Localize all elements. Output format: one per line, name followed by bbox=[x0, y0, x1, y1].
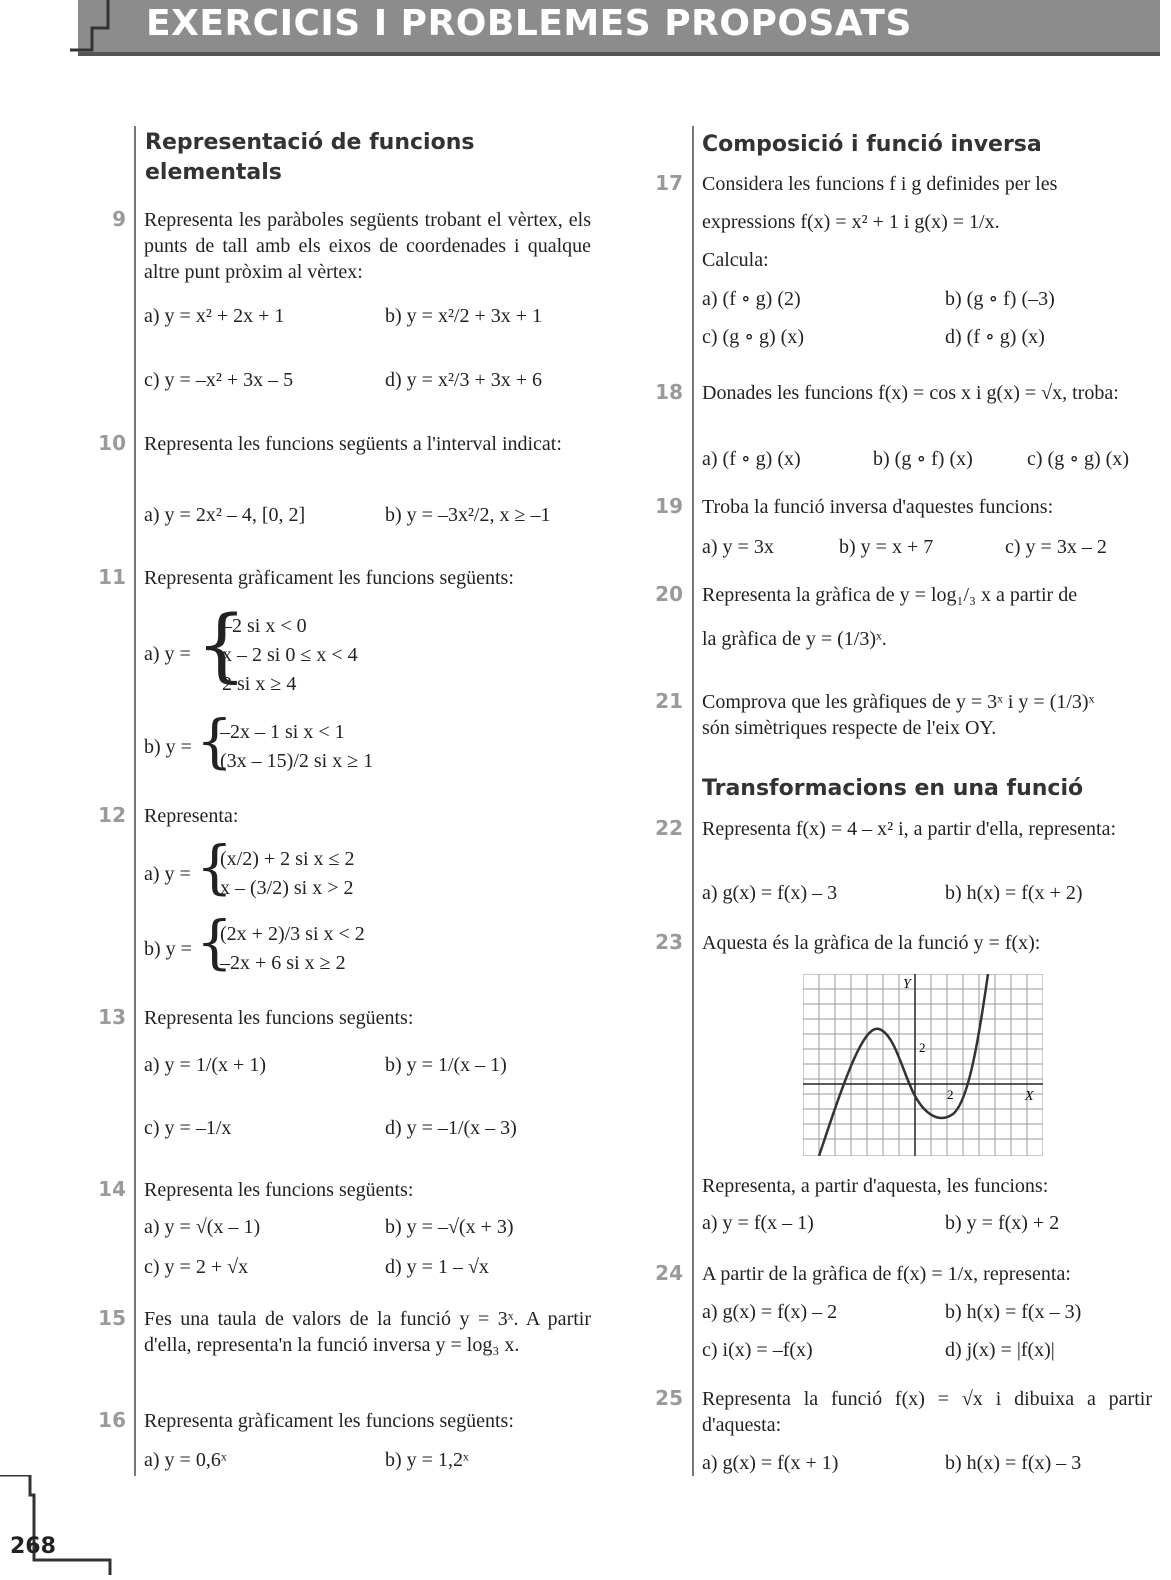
exercise-item: a) y = f(x – 1) bbox=[702, 1212, 814, 1234]
left-column-rule bbox=[134, 126, 136, 1476]
exercise-item: b) y = f(x) + 2 bbox=[945, 1212, 1060, 1234]
piecewise-row: x – (3/2) si x > 2 bbox=[220, 877, 354, 899]
exercise-item: c) y = 3x – 2 bbox=[1005, 536, 1107, 558]
exercise-number: 19 bbox=[655, 494, 683, 518]
exercise-text: Calcula: bbox=[702, 249, 769, 271]
exercise-text: Representa gràficament les funcions següents: bbox=[144, 1410, 514, 1432]
brace-icon: { bbox=[196, 598, 247, 691]
exercise-item: a) g(x) = f(x) – 3 bbox=[702, 882, 838, 904]
exercise-item: d) y = x²/3 + 3x + 6 bbox=[385, 369, 543, 391]
exercise-item: d) y = 1 – √x bbox=[385, 1256, 489, 1278]
exercise-number: 14 bbox=[98, 1177, 126, 1201]
exercise-item: a) y = bbox=[144, 643, 191, 665]
exercise-item: a) y = 0,6ˣ bbox=[144, 1449, 227, 1471]
piecewise-row: 2 si x ≥ 4 bbox=[222, 673, 297, 695]
exercise-item: a) (f ∘ g) (x) bbox=[702, 448, 801, 470]
exercise-number: 10 bbox=[98, 431, 126, 455]
exercise-item: a) y = bbox=[144, 863, 191, 885]
exercise-item: b) y = 1/(x – 1) bbox=[385, 1054, 507, 1076]
exercise-item: b) y = –√(x + 3) bbox=[385, 1216, 514, 1238]
exercise-number: 24 bbox=[655, 1261, 683, 1285]
exercise-text: Troba la funció inversa d'aquestes funcions: bbox=[702, 496, 1054, 518]
exercise-text: Representa la gràfica de y = log₁/₃ x a partir de bbox=[702, 584, 1078, 606]
page-corner-icon bbox=[0, 1475, 120, 1580]
page-title: EXERCICIS I PROBLEMES PROPOSATS bbox=[146, 3, 912, 44]
exercise-text: Aquesta és la gràfica de la funció y = f(x): bbox=[702, 932, 1041, 954]
exercise-item: b) h(x) = f(x – 3) bbox=[945, 1301, 1082, 1323]
exercise-text: Representa: bbox=[144, 805, 239, 827]
exercise-number: 11 bbox=[98, 565, 126, 589]
exercise-text: Representa les paràboles següents trobant el vèrtex, els punts de tall amb els eixos de coordenades i qualque altre punt pròxim al vèrtex: bbox=[144, 209, 591, 283]
brace-icon: { bbox=[196, 908, 233, 976]
piecewise-row: (2x + 2)/3 si x < 2 bbox=[220, 923, 365, 945]
exercise-text: Representa les funcions següents: bbox=[144, 1179, 414, 1201]
exercise-text: Representa les funcions següents a l'interval indicat: bbox=[144, 433, 562, 455]
exercise-number: 17 bbox=[655, 171, 683, 195]
exercise-number: 13 bbox=[98, 1005, 126, 1029]
section-title-transformacions: Transformacions en una funció bbox=[702, 776, 1084, 801]
exercise-number: 20 bbox=[655, 582, 683, 606]
exercise-number: 9 bbox=[112, 207, 126, 231]
piecewise-row: x – 2 si 0 ≤ x < 4 bbox=[222, 644, 358, 666]
brace-icon: { bbox=[196, 833, 233, 901]
exercise-item: c) y = 2 + √x bbox=[144, 1256, 249, 1278]
exercise-item: b) h(x) = f(x) – 3 bbox=[945, 1452, 1082, 1474]
exercise-item: a) y = 2x² – 4, [0, 2] bbox=[144, 504, 306, 526]
exercise-text: Donades les funcions f(x) = cos x i g(x) = √x, troba: bbox=[702, 382, 1119, 404]
exercise-item: b) y = x²/2 + 3x + 1 bbox=[385, 305, 543, 327]
exercise-item: a) (f ∘ g) (2) bbox=[702, 288, 801, 310]
x-tick-label: 2 bbox=[947, 1087, 954, 1102]
x-axis-label: X bbox=[1025, 1089, 1034, 1104]
header-banner bbox=[78, 0, 1160, 56]
exercise-item: c) y = –x² + 3x – 5 bbox=[144, 369, 294, 391]
exercise-text: Fes una taula de valors de la funció y = 3ˣ. A partir d'ella, representa'n la funció inversa y = log₃ x. bbox=[144, 1308, 591, 1356]
piecewise-row: –2x – 1 si x < 1 bbox=[220, 721, 345, 743]
y-tick-label: 2 bbox=[919, 1040, 926, 1055]
exercise-number: 21 bbox=[655, 689, 683, 713]
exercise-number: 15 bbox=[98, 1306, 126, 1330]
exercise-item: b) (g ∘ f) (–3) bbox=[945, 288, 1055, 310]
exercise-text: Representa la funció f(x) = √x i dibuixa a partir d'aquesta: bbox=[702, 1388, 1152, 1436]
exercise-item: c) i(x) = –f(x) bbox=[702, 1339, 813, 1361]
exercise-item: b) y = –3x²/2, x ≥ –1 bbox=[385, 504, 551, 526]
exercise-item: c) (g ∘ g) (x) bbox=[702, 326, 804, 348]
exercise-item: b) y = bbox=[144, 938, 192, 960]
exercise-item: b) y = 1,2ˣ bbox=[385, 1449, 469, 1471]
exercise-item: b) h(x) = f(x + 2) bbox=[945, 882, 1083, 904]
exercise-text: Representa les funcions següents: bbox=[144, 1007, 414, 1029]
exercise-number: 12 bbox=[98, 803, 126, 827]
exercise-item: d) j(x) = |f(x)| bbox=[945, 1339, 1055, 1361]
exercise-item: a) y = 3x bbox=[702, 536, 774, 558]
exercise-text: Representa, a partir d'aquesta, les funcions: bbox=[702, 1175, 1049, 1197]
corner-step-icon bbox=[70, 0, 122, 56]
exercise-item: b) y = x + 7 bbox=[839, 536, 934, 558]
exercise-item: b) (g ∘ f) (x) bbox=[873, 448, 973, 470]
right-column-rule bbox=[692, 126, 694, 1476]
exercise-item: b) y = bbox=[144, 736, 192, 758]
exercise-text: A partir de la gràfica de f(x) = 1/x, representa: bbox=[702, 1263, 1071, 1285]
exercise-text: són simètriques respecte de l'eix OY. bbox=[702, 717, 997, 739]
exercise-number: 22 bbox=[655, 816, 683, 840]
exercise-item: a) y = 1/(x + 1) bbox=[144, 1054, 266, 1076]
exercise-text: Representa f(x) = 4 – x² i, a partir d'ella, representa: bbox=[702, 818, 1117, 840]
exercise-item: c) y = –1/x bbox=[144, 1117, 232, 1139]
section-title-composicio: Composició i funció inversa bbox=[702, 132, 1042, 157]
exercise-text: Comprova que les gràfiques de y = 3ˣ i y = (1/3)ˣ bbox=[702, 691, 1095, 713]
page-number: 268 bbox=[10, 1534, 56, 1559]
exercise-text: la gràfica de y = (1/3)ˣ. bbox=[702, 628, 887, 650]
y-axis-label: Y bbox=[903, 977, 911, 992]
exercise-number: 23 bbox=[655, 930, 683, 954]
exercise-number: 25 bbox=[655, 1386, 683, 1410]
function-graph bbox=[803, 974, 1043, 1156]
piecewise-row: –2x + 6 si x ≥ 2 bbox=[220, 952, 346, 974]
exercise-item: a) y = √(x – 1) bbox=[144, 1216, 261, 1238]
piecewise-row: (x/2) + 2 si x ≤ 2 bbox=[220, 848, 355, 870]
exercise-text: expressions f(x) = x² + 1 i g(x) = 1/x. bbox=[702, 211, 1000, 233]
exercise-item: c) (g ∘ g) (x) bbox=[1027, 448, 1129, 470]
exercise-item: d) (f ∘ g) (x) bbox=[945, 326, 1045, 348]
exercise-text: Considera les funcions f i g definides per les bbox=[702, 173, 1058, 195]
exercise-item: a) g(x) = f(x) – 2 bbox=[702, 1301, 838, 1323]
piecewise-row: –2 si x < 0 bbox=[222, 615, 307, 637]
exercise-text: Representa gràficament les funcions següents: bbox=[144, 567, 514, 589]
piecewise-row: (3x – 15)/2 si x ≥ 1 bbox=[220, 750, 374, 772]
grid bbox=[803, 974, 1043, 1156]
exercise-item: a) y = x² + 2x + 1 bbox=[144, 305, 285, 327]
brace-icon: { bbox=[196, 707, 233, 775]
section-title-elementals: Representació de funcions elementals bbox=[145, 130, 475, 185]
exercise-number: 16 bbox=[98, 1408, 126, 1432]
exercise-number: 18 bbox=[655, 380, 683, 404]
exercise-item: d) y = –1/(x – 3) bbox=[385, 1117, 517, 1139]
exercise-item: a) g(x) = f(x + 1) bbox=[702, 1452, 839, 1474]
